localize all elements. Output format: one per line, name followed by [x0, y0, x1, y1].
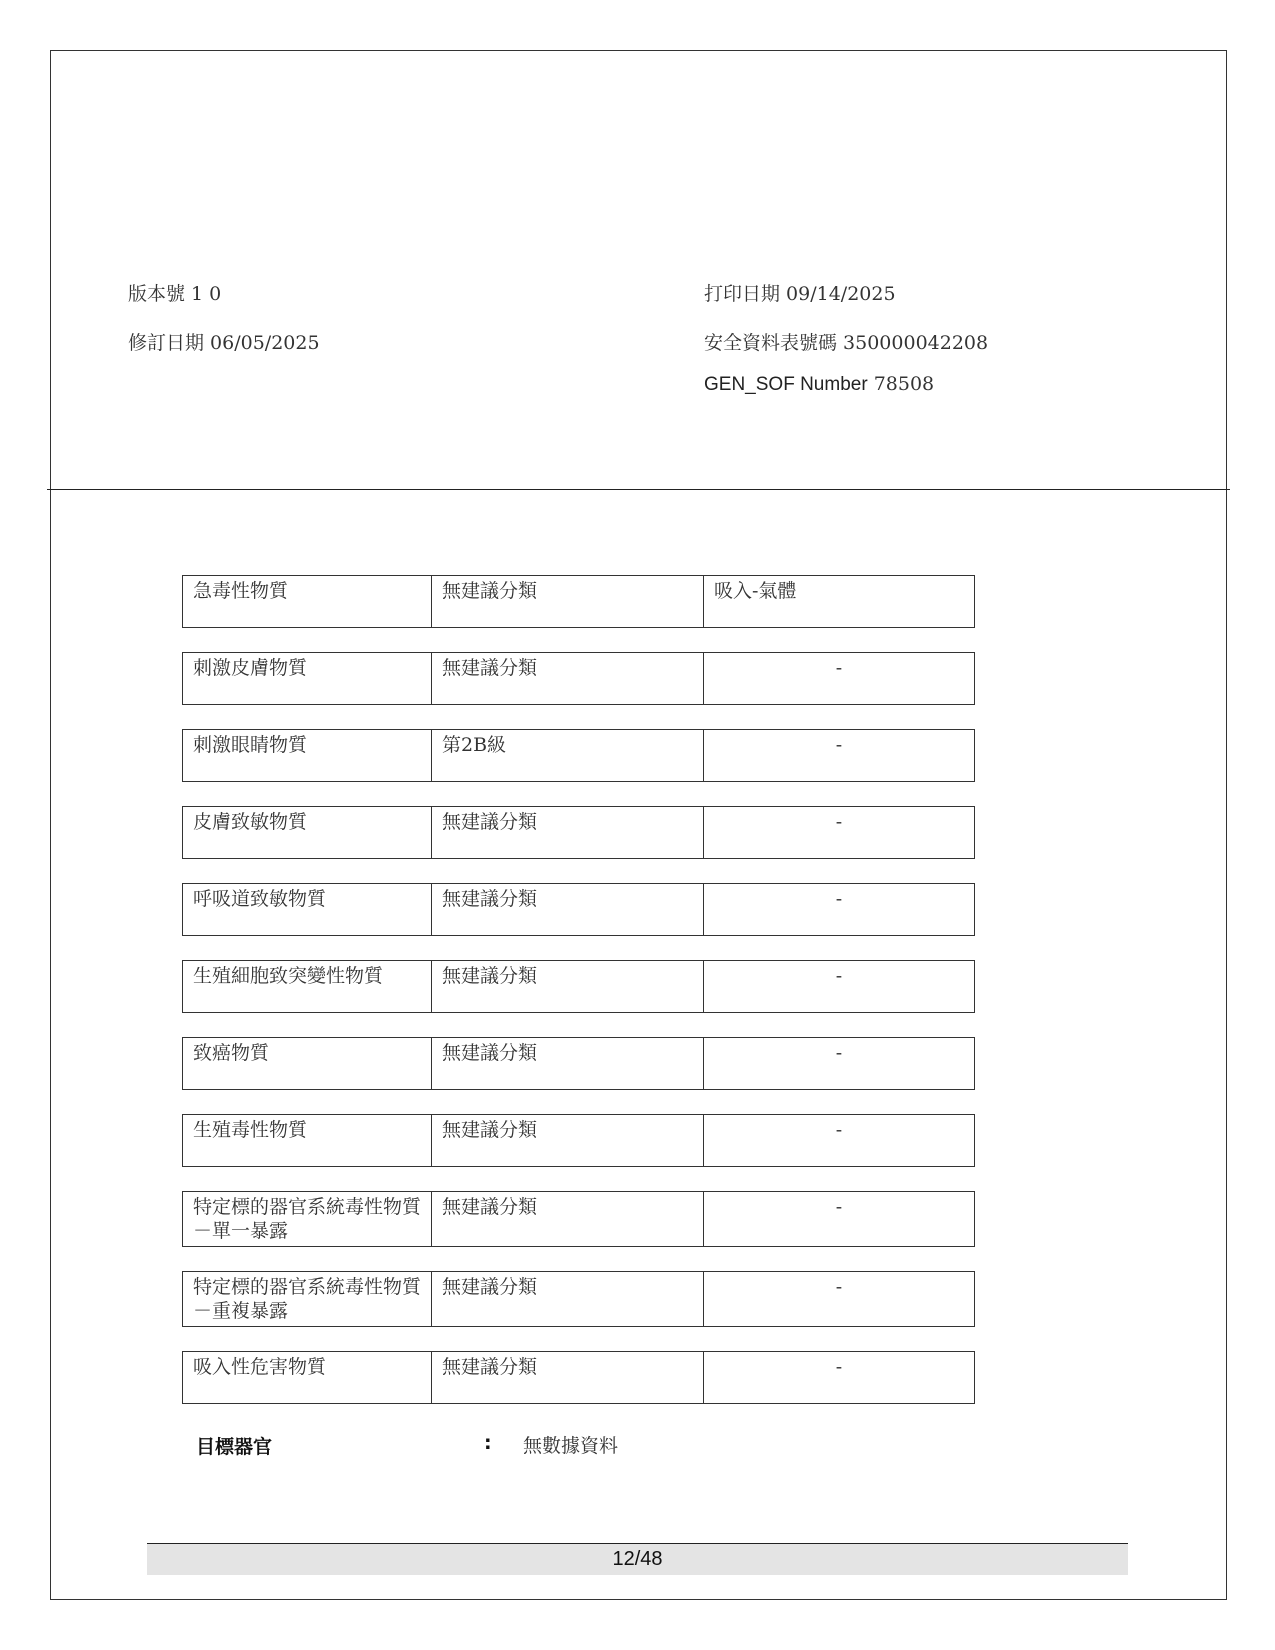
- classification-row-acute-toxicity: [182, 575, 975, 628]
- header-divider: [47, 489, 1230, 490]
- target-organs-value: 無數據資料: [523, 1435, 619, 1457]
- classification-cell: 無建議分類: [432, 961, 704, 1012]
- hazard-cell: 刺激皮膚物質: [183, 653, 432, 704]
- classification-row-skin-irritation: [182, 652, 975, 705]
- note-cell: -: [835, 1356, 843, 1378]
- note-cell: -: [835, 1196, 843, 1218]
- note-cell: -: [835, 1276, 843, 1298]
- classification-cell: 無建議分類: [432, 1272, 704, 1326]
- hazard-cell: 皮膚致敏物質: [183, 807, 432, 858]
- note-cell: -: [835, 734, 843, 756]
- classification-cell: 無建議分類: [432, 1192, 704, 1246]
- classification-cell: 無建議分類: [432, 1038, 704, 1089]
- page-number: 12/48: [147, 1543, 1128, 1575]
- note-cell: 吸入-氣體: [714, 580, 797, 602]
- note-cell: -: [835, 965, 843, 987]
- classification-row-skin-sensitization: [182, 806, 975, 859]
- hazard-cell: 特定標的器官系統毒性物質－重複暴露: [183, 1272, 432, 1326]
- target-organs-colon: :: [484, 1432, 492, 1454]
- classification-row-respiratory-sensitization: [182, 883, 975, 936]
- hazard-cell: 特定標的器官系統毒性物質－單一暴露: [183, 1192, 432, 1246]
- classification-row-eye-irritation: [182, 729, 975, 782]
- note-cell: -: [835, 811, 843, 833]
- note-cell: -: [835, 888, 843, 910]
- classification-row-stot-single: [182, 1191, 975, 1247]
- classification-cell: 第2B級: [432, 730, 704, 781]
- gen-sof-number: [704, 373, 934, 396]
- classification-cell: 無建議分類: [432, 1115, 704, 1166]
- hazard-cell: 生殖細胞致突變性物質: [183, 961, 432, 1012]
- classification-row-germ-cell-mutagenicity: [182, 960, 975, 1013]
- note-cell: -: [835, 657, 843, 679]
- note-cell: -: [835, 1042, 843, 1064]
- target-organs-label: 目標器官: [196, 1436, 273, 1458]
- classification-row-carcinogenicity: [182, 1037, 975, 1090]
- classification-row-stot-repeated: [182, 1271, 975, 1327]
- classification-cell: 無建議分類: [432, 576, 704, 627]
- classification-cell: 無建議分類: [432, 1352, 704, 1403]
- gen-sof-value: 78508: [873, 373, 935, 395]
- gen-sof-label: GEN_SOF Number: [704, 374, 868, 395]
- hazard-cell: 致癌物質: [183, 1038, 432, 1089]
- revision-date: 修訂日期 06/05/2025: [128, 332, 320, 354]
- classification-cell: 無建議分類: [432, 653, 704, 704]
- print-date: 打印日期 09/14/2025: [704, 283, 896, 305]
- hazard-cell: 急毒性物質: [183, 576, 432, 627]
- note-cell: -: [835, 1119, 843, 1141]
- hazard-cell: 吸入性危害物質: [183, 1352, 432, 1403]
- classification-cell: 無建議分類: [432, 884, 704, 935]
- sds-number: 安全資料表號碼 350000042208: [704, 332, 989, 354]
- classification-row-reproductive-toxicity: [182, 1114, 975, 1167]
- hazard-cell: 刺激眼睛物質: [183, 730, 432, 781]
- hazard-cell: 呼吸道致敏物質: [183, 884, 432, 935]
- classification-row-aspiration-hazard: [182, 1351, 975, 1404]
- version-number: 版本號 1 0: [128, 283, 222, 305]
- classification-cell: 無建議分類: [432, 807, 704, 858]
- hazard-cell: 生殖毒性物質: [183, 1115, 432, 1166]
